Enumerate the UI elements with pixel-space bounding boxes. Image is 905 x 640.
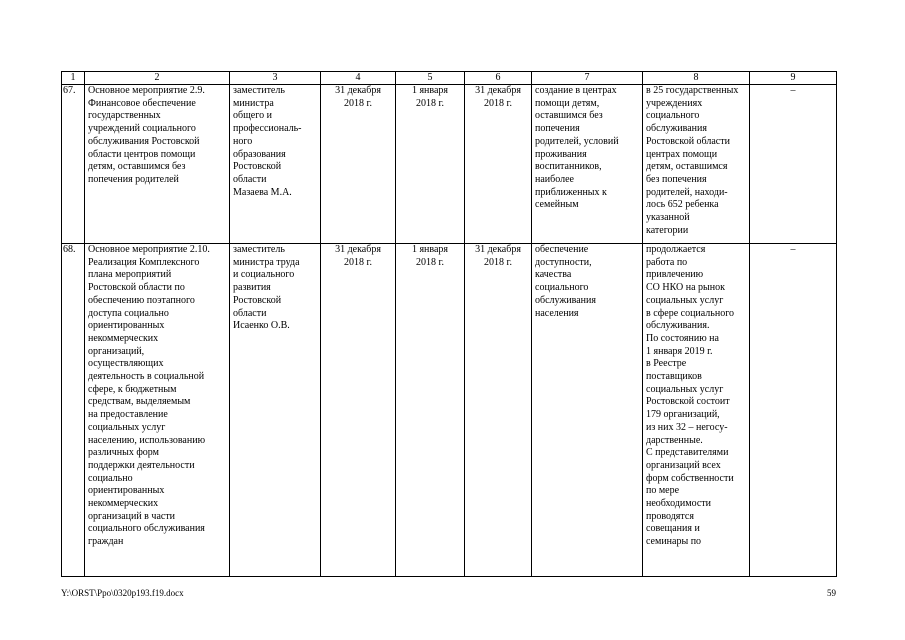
actual-start-date-cell: 1 января 2018 г. (396, 244, 465, 577)
column-header: 1 (62, 72, 85, 85)
column-header: 7 (532, 72, 643, 85)
planned-end-date-cell: 31 декабря 2018 г. (321, 244, 396, 577)
footer-file-path: Y:\ORST\Ppo\0320p193.f19.docx (61, 588, 184, 598)
actual-result-cell: продолжается работа по привлечению СО НКО на рынок социальных услуг в сфере социального обслуживания. По состоянию на 1 января 2019 г. в Реестре поставщиков социальных услуг Ростовской состоит 179 организаций, из них 32 – негосу- дарственные. С представителями организаций всех форм собственности по мере необходимости проводятся совещания и семинары по (643, 244, 750, 577)
responsible-cell: заместитель министра труда и социального развития Ростовской области Исаенко О.В. (230, 244, 321, 577)
activity-cell: Основное мероприятие 2.9. Финансовое обеспечение государственных учреждений социального обслуживания Ростовской области центров помощи детям, оставшимся без попечения родителей (85, 85, 230, 244)
expected-result-cell: обеспечение доступности, качества социального обслуживания населения (532, 244, 643, 577)
row-number-cell: 67. (62, 85, 85, 244)
actual-end-date-cell: 31 декабря 2018 г. (465, 244, 532, 577)
planned-end-date-cell: 31 декабря 2018 г. (321, 85, 396, 244)
actual-result-cell: в 25 государственных учреждениях социального обслуживания Ростовской области центрах помощи детям, оставшимся без попечения родителей, находи- лось 652 ребенка указанной категории (643, 85, 750, 244)
note-cell: – (750, 85, 837, 244)
column-header: 3 (230, 72, 321, 85)
note-cell: – (750, 244, 837, 577)
expected-result-cell: создание в центрах помощи детям, оставшимся без попечения родителей, условий проживания воспитанников, наиболее приближенных к семейным (532, 85, 643, 244)
page-number: 59 (827, 588, 836, 598)
column-header: 4 (321, 72, 396, 85)
report-table (61, 71, 837, 577)
activity-cell: Основное мероприятие 2.10. Реализация Комплексного плана мероприятий Ростовской области по обеспечению поэтапного доступа социально ориентированных некоммерческих организаций, осуществляющих деятельность в социальной сфере, к бюджетным средствам, выделяемым на предоставление социальных услуг населению, использованию различных форм поддержки деятельности социально ориентированных некоммерческих организаций в части социального обслуживания граждан (85, 244, 230, 577)
table-header-row (62, 72, 837, 85)
actual-start-date-cell: 1 января 2018 г. (396, 85, 465, 244)
column-header: 8 (643, 72, 750, 85)
table-row (62, 85, 837, 244)
column-header: 6 (465, 72, 532, 85)
column-header: 9 (750, 72, 837, 85)
column-header: 2 (85, 72, 230, 85)
column-header: 5 (396, 72, 465, 85)
actual-end-date-cell: 31 декабря 2018 г. (465, 85, 532, 244)
table-row (62, 244, 837, 577)
row-number-cell: 68. (62, 244, 85, 577)
responsible-cell: заместитель министра общего и профессиональ- ного образования Ростовской области Мазаева М.А. (230, 85, 321, 244)
